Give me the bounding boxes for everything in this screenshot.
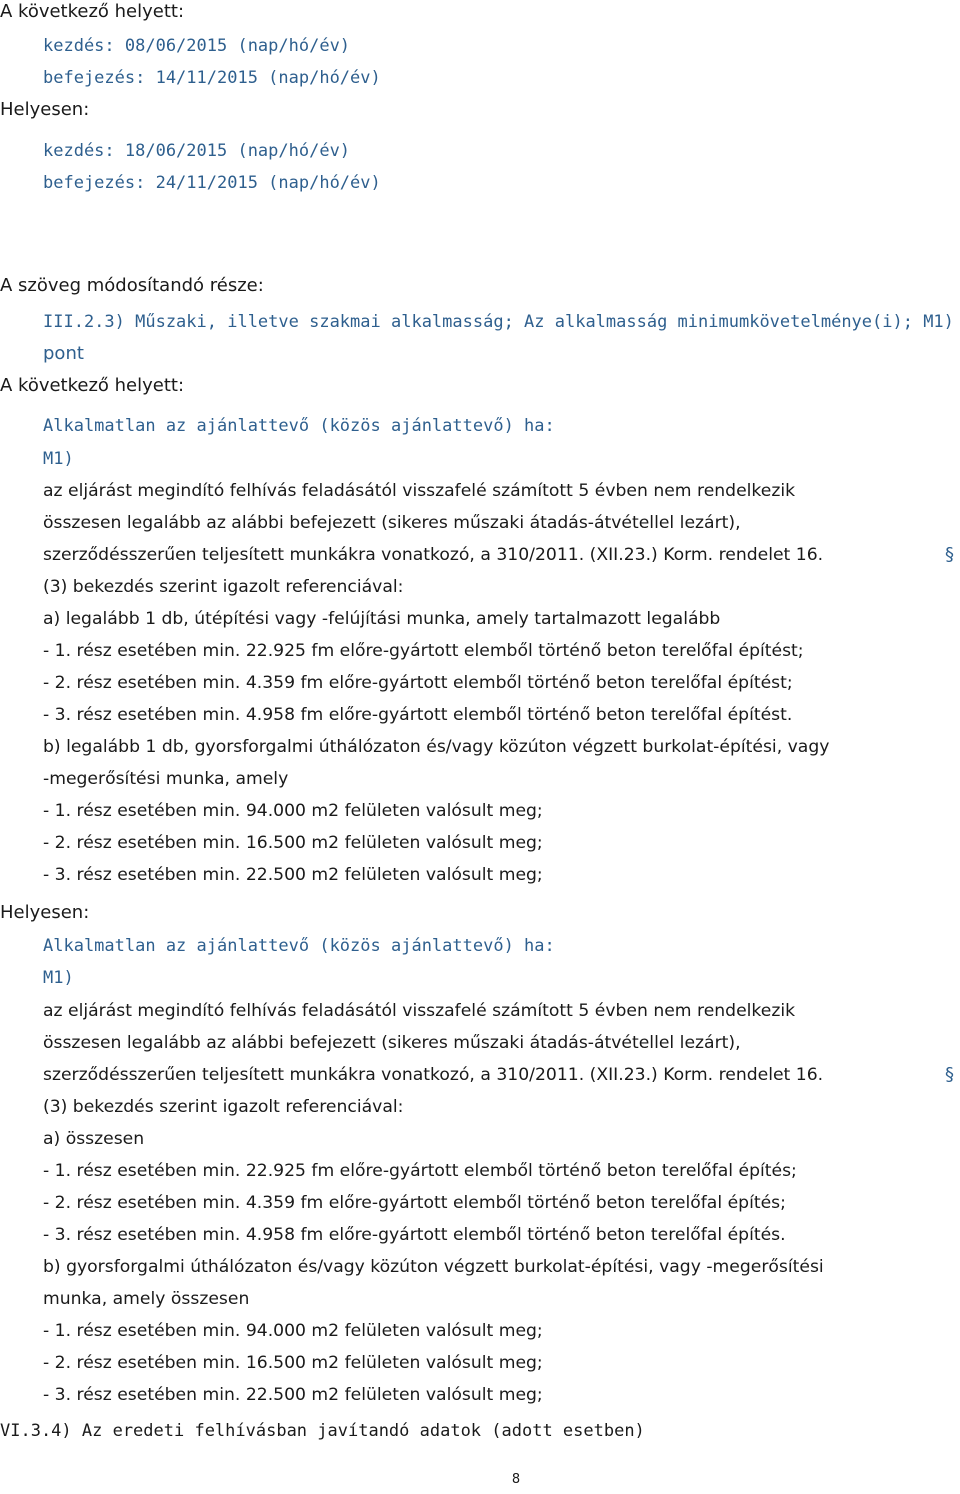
end-date-new: befejezés: 24/11/2015 (nap/hó/év)	[43, 173, 381, 193]
old-text-line: - 1. rész esetében min. 94.000 m2 felületen valósult meg;	[43, 801, 543, 821]
new-text-line: a) összesen	[43, 1129, 145, 1149]
new-text-line: munka, amely összesen	[43, 1289, 250, 1309]
old-text-line: - 2. rész esetében min. 4.359 fm előre-gyártott elemből történő beton terelőfal építést;	[43, 673, 793, 693]
new-text-line: - 1. rész esetében min. 22.925 fm előre-gyártott elemből történő beton terelőfal építés;	[43, 1161, 797, 1181]
old-text-line: -megerősítési munka, amely	[43, 769, 289, 789]
end-date-old: befejezés: 14/11/2015 (nap/hó/év)	[43, 68, 381, 88]
new-text-line: - 2. rész esetében min. 16.500 m2 felületen valósult meg;	[43, 1353, 543, 1373]
old-text-line: - 1. rész esetében min. 22.925 fm előre-gyártott elemből történő beton terelőfal építést;	[43, 641, 804, 661]
correct-label: Helyesen:	[0, 99, 90, 120]
new-text-line: M1)	[43, 968, 74, 988]
correct-label-2: Helyesen:	[0, 902, 90, 923]
section-mark-icon: §	[945, 544, 954, 565]
section-mark-icon: §	[945, 1064, 954, 1085]
page-number: 8	[511, 1472, 521, 1487]
instead-label-2: A következő helyett:	[0, 375, 185, 396]
part-to-modify-label: A szöveg módosítandó része:	[0, 275, 264, 296]
new-text-line: Alkalmatlan az ajánlattevő (közös ajánlattevő) ha:	[43, 936, 555, 956]
section-reference-cont: pont	[43, 343, 84, 364]
new-text-line: az eljárást megindító felhívás feladásától visszafelé számított 5 évben nem rendelkezik	[43, 1001, 796, 1021]
old-text-line: szerződésszerűen teljesített munkákra vonatkozó, a 310/2011. (XII.23.) Korm. rendelet 16.	[43, 545, 824, 565]
old-text-line: M1)	[43, 449, 74, 469]
old-text-line: b) legalább 1 db, gyorsforgalmi úthálózaton és/vagy közúton végzett burkolat-építési, vagy	[43, 737, 830, 757]
new-text-line: szerződésszerűen teljesített munkákra vonatkozó, a 310/2011. (XII.23.) Korm. rendelet 16.	[43, 1065, 824, 1085]
new-text-line: (3) bekezdés szerint igazolt referenciával:	[43, 1097, 404, 1117]
old-text-line: (3) bekezdés szerint igazolt referenciával:	[43, 577, 404, 597]
old-text-line: - 3. rész esetében min. 4.958 fm előre-gyártott elemből történő beton terelőfal építést.	[43, 705, 793, 725]
instead-label: A következő helyett:	[0, 1, 185, 22]
next-section-heading: VI.3.4) Az eredeti felhívásban javítandó adatok (adott esetben)	[0, 1421, 645, 1441]
new-text-line: - 2. rész esetében min. 4.359 fm előre-gyártott elemből történő beton terelőfal építés;	[43, 1193, 786, 1213]
old-text-line: Alkalmatlan az ajánlattevő (közös ajánlattevő) ha:	[43, 416, 555, 436]
new-text-line: összesen legalább az alábbi befejezett (sikeres műszaki átadás-átvétellel lezárt),	[43, 1033, 741, 1053]
new-text-line: - 3. rész esetében min. 22.500 m2 felületen valósult meg;	[43, 1385, 543, 1405]
new-text-line: - 3. rész esetében min. 4.958 fm előre-gyártott elemből történő beton terelőfal építés.	[43, 1225, 786, 1245]
old-text-line: - 3. rész esetében min. 22.500 m2 felületen valósult meg;	[43, 865, 543, 885]
start-date-new: kezdés: 18/06/2015 (nap/hó/év)	[43, 141, 351, 161]
old-text-line: az eljárást megindító felhívás feladásától visszafelé számított 5 évben nem rendelkezik	[43, 481, 796, 501]
old-text-line: a) legalább 1 db, útépítési vagy -felújítási munka, amely tartalmazott legalább	[43, 609, 721, 629]
section-reference: III.2.3) Műszaki, illetve szakmai alkalmasság; Az alkalmasság minimumkövetelménye(i); M1)	[43, 312, 954, 332]
old-text-line: összesen legalább az alábbi befejezett (sikeres műszaki átadás-átvétellel lezárt),	[43, 513, 741, 533]
start-date-old: kezdés: 08/06/2015 (nap/hó/év)	[43, 36, 351, 56]
old-text-line: - 2. rész esetében min. 16.500 m2 felületen valósult meg;	[43, 833, 543, 853]
new-text-line: b) gyorsforgalmi úthálózaton és/vagy közúton végzett burkolat-építési, vagy -megerősítési	[43, 1257, 824, 1277]
new-text-line: - 1. rész esetében min. 94.000 m2 felületen valósult meg;	[43, 1321, 543, 1341]
